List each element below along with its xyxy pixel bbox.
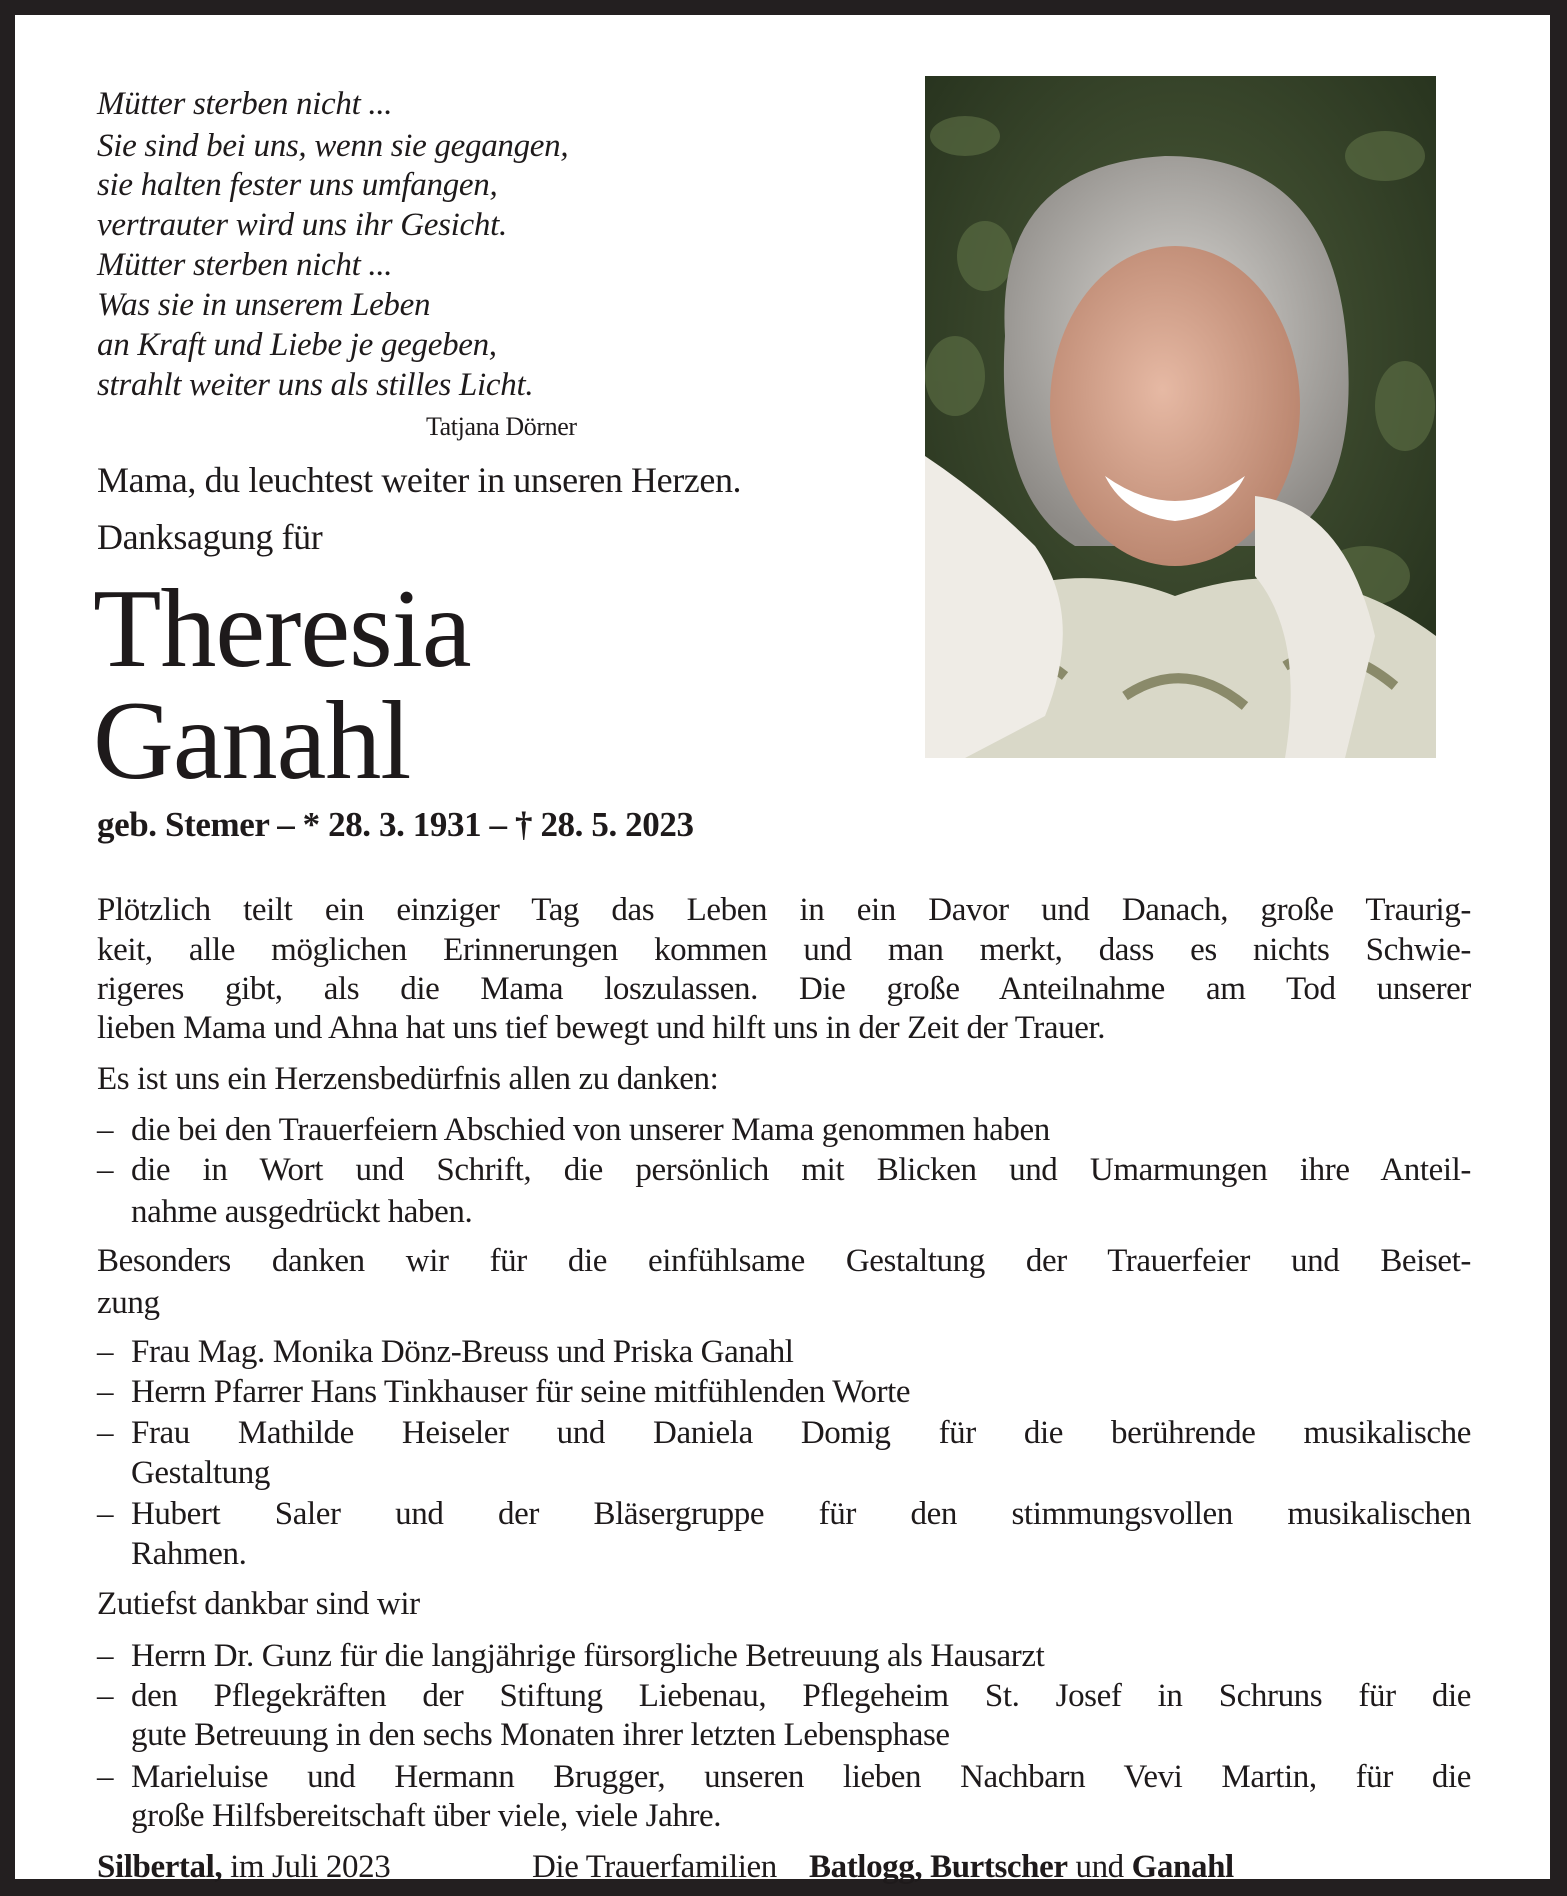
footer-families-prefix: Die Trauerfamilien — [532, 1849, 777, 1885]
name-last: Ganahl — [93, 679, 411, 803]
list-item: Marieluise und Hermann Brugger, unseren lieben Nachbarn Vevi Martin, für die — [131, 1759, 1471, 1795]
footer-family-name: Burtscher — [930, 1849, 1068, 1885]
list-bullet-dash: – — [97, 1334, 114, 1370]
list-item: Frau Mathilde Heiseler und Daniela Domig für die berührende musikalische — [131, 1415, 1471, 1451]
list-bullet-dash: – — [97, 1638, 114, 1674]
footer-date: im Juli 2023 — [230, 1849, 391, 1885]
paragraph-line: Zutiefst dankbar sind wir — [97, 1586, 420, 1622]
name-first: Theresia — [93, 567, 471, 691]
footer-family-name: Ganahl — [1131, 1849, 1234, 1885]
list-item: die bei den Trauerfeiern Abschied von unserer Mama genommen haben — [131, 1112, 1050, 1148]
list-bullet-dash: – — [97, 1415, 114, 1451]
footer-families — [809, 1847, 1234, 1887]
birth-death-dates: geb. Stemer – * 28. 3. 1931 – † 28. 5. 2023 — [97, 805, 694, 844]
list-item: nahme ausgedrückt haben. — [131, 1194, 473, 1230]
portrait-photo — [925, 76, 1436, 758]
list-item: Herrn Pfarrer Hans Tinkhauser für seine mitfühlenden Worte — [131, 1374, 911, 1410]
list-bullet-dash: – — [97, 1112, 114, 1148]
paragraph-line: Besonders danken wir für die einfühlsame Gestaltung der Trauerfeier und Beiset- — [97, 1243, 1471, 1279]
list-item: große Hilfsbereitschaft über viele, viele Jahre. — [131, 1798, 722, 1834]
paragraph-line: keit, alle möglichen Erinnerungen kommen und man merkt, dass es nichts Schwie- — [97, 932, 1471, 968]
list-item: Hubert Saler und der Bläsergruppe für den stimmungsvollen musikalischen — [131, 1496, 1471, 1532]
footer-family-name: Batlogg, — [809, 1849, 923, 1885]
poem-line: strahlt weiter uns als stilles Licht. — [97, 367, 534, 403]
poem-line: sie halten fester uns umfangen, — [97, 167, 498, 203]
footer-place: Silbertal, — [97, 1849, 223, 1885]
paragraph-line: rigeres gibt, als die Mama loszulassen. Die große Anteilnahme am Tod unserer — [97, 971, 1471, 1007]
list-bullet-dash: – — [97, 1678, 114, 1714]
obituary-page — [15, 15, 1550, 1885]
paragraph-line: lieben Mama und Ahna hat uns tief bewegt und hilft uns in der Zeit der Trauer. — [97, 1010, 1106, 1046]
intro-heading: Danksagung für — [97, 517, 323, 557]
list-item: Frau Mag. Monika Dönz-Breuss und Priska Ganahl — [131, 1334, 794, 1370]
list-item: Rahmen. — [131, 1536, 247, 1572]
list-bullet-dash: – — [97, 1152, 114, 1188]
paragraph-line: Es ist uns ein Herzensbedürfnis allen zu danken: — [97, 1061, 719, 1097]
poem-line: Mütter sterben nicht ... — [97, 86, 393, 122]
paragraph-line: zung — [97, 1285, 160, 1321]
footer-conjunction: und — [1075, 1849, 1124, 1885]
list-item: gute Betreuung in den sechs Monaten ihrer letzten Lebensphase — [131, 1717, 950, 1753]
list-bullet-dash: – — [97, 1374, 114, 1410]
poem-line: Mütter sterben nicht ... — [97, 247, 393, 283]
tagline: Mama, du leuchtest weiter in unseren Herzen. — [97, 460, 742, 500]
poem-line: Was sie in unserem Leben — [97, 287, 431, 323]
footer-signature — [97, 1847, 1234, 1887]
list-item: Herrn Dr. Gunz für die langjährige fürsorgliche Betreuung als Hausarzt — [131, 1638, 1045, 1674]
list-bullet-dash: – — [97, 1759, 114, 1795]
list-bullet-dash: – — [97, 1496, 114, 1532]
poem-line: vertrauter wird uns ihr Gesicht. — [97, 207, 507, 243]
poem-line: Sie sind bei uns, wenn sie gegangen, — [97, 128, 569, 164]
paragraph-line: Plötzlich teilt ein einziger Tag das Leben in ein Davor und Danach, große Traurig- — [97, 892, 1471, 928]
poem-line: an Kraft und Liebe je gegeben, — [97, 327, 497, 363]
list-item: Gestaltung — [131, 1455, 270, 1491]
poem-author: Tatjana Dörner — [426, 412, 577, 441]
list-item: den Pflegekräften der Stiftung Liebenau, Pflegeheim St. Josef in Schruns für die — [131, 1678, 1471, 1714]
list-item: die in Wort und Schrift, die persönlich mit Blicken und Umarmungen ihre Anteil- — [131, 1152, 1471, 1188]
